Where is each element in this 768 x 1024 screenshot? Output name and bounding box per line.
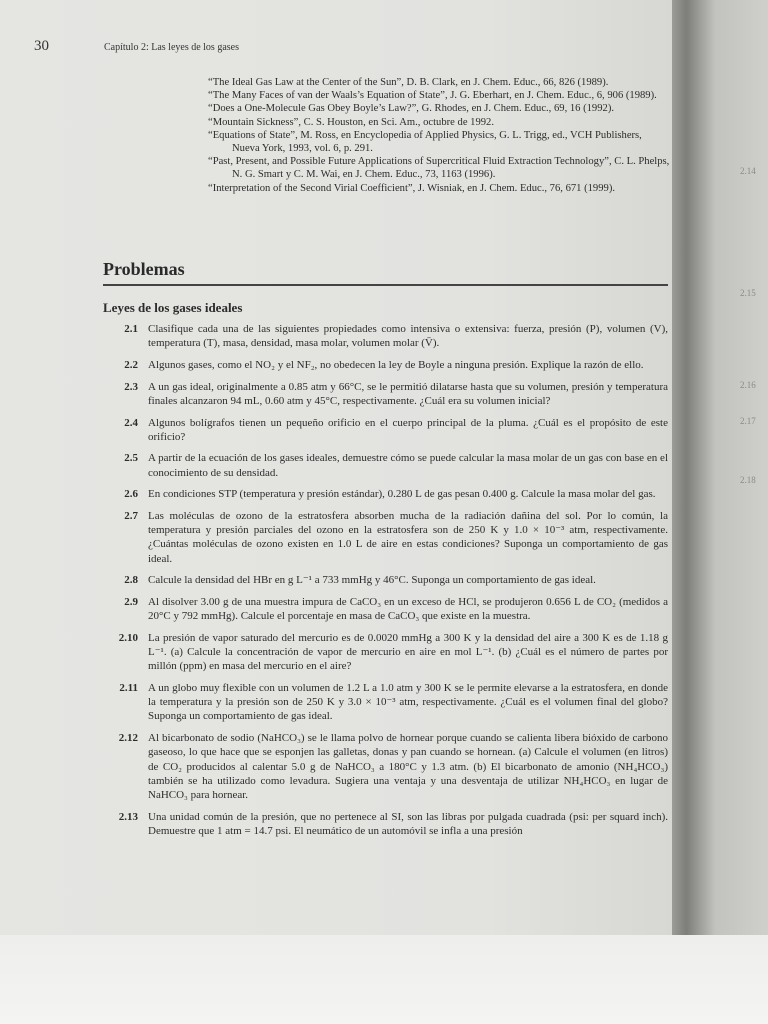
- reference-item: “The Many Faces of van der Waals’s Equation of State”, J. G. Eberhart, en J. Chem. Educ., 6, 906 (1989).: [208, 90, 657, 102]
- problem-number: 2.9: [124, 596, 138, 609]
- problem-number: 2.2: [124, 358, 138, 371]
- problem-item: [103, 595, 668, 623]
- problem-number: 2.5: [124, 452, 138, 465]
- problem-item: [103, 810, 668, 838]
- facing-page-number: 2.15: [740, 288, 756, 298]
- problem-item: [103, 358, 668, 372]
- problem-item: [103, 731, 668, 802]
- problem-text: Al disolver 3.00 g de una muestra impura de CaCO₃ en un exceso de HCl, se produjeron 0.656 L de CO₂ (medidos a 20°C y 792 mmHg). Calcule el porcentaje en masa de CaCO₃ que existe en la muestra.: [148, 596, 668, 623]
- problem-text: Algunos bolígrafos tienen un pequeño orificio en el cuerpo principal de la pluma. ¿Cuál es el propósito de este orificio?: [148, 416, 668, 443]
- problem-text: En condiciones STP (temperatura y presión estándar), 0.280 L de gas pesan 0.400 g. Calcule la masa molar del gas.: [148, 488, 656, 501]
- reference-item: “Mountain Sickness”, C. S. Houston, en Sci. Am., octubre de 1992.: [208, 116, 495, 128]
- problem-number: 2.7: [124, 510, 138, 523]
- problem-number: 2.10: [118, 631, 138, 644]
- problem-number: 2.6: [124, 488, 138, 501]
- reference-item: “Does a One-Molecule Gas Obey Boyle’s Law?”, G. Rhodes, en J. Chem. Educ., 69, 16 (1992).: [208, 103, 614, 115]
- facing-page-number: 2.17: [740, 416, 756, 426]
- facing-page-number: 2.18: [740, 475, 756, 485]
- problem-item: [103, 631, 668, 674]
- problem-number: 2.13: [118, 810, 138, 823]
- problem-item: [103, 487, 668, 501]
- subsection-title: Leyes de los gases ideales: [103, 300, 243, 315]
- problem-item: [103, 573, 668, 587]
- page-number: 30: [34, 38, 49, 54]
- section-title: Problemas: [103, 259, 185, 279]
- problem-number: 2.11: [119, 682, 138, 695]
- problem-item: [103, 451, 668, 479]
- problem-item: [103, 416, 668, 444]
- facing-page-number: 2.14: [740, 166, 756, 176]
- reference-item: “Equations of State”, M. Ross, en Encyclopedia of Applied Physics, G. L. Trigg, ed., VCH Publishers, Nueva York, 1993, vol. 6, p. 291.: [208, 129, 642, 155]
- problem-text: Las moléculas de ozono de la estratosfera absorben mucha de la radiación dañina del sol. Por lo común, la temperatura y presión parciales del ozono en la estratosfera son de 250 K y 1.0 × 10⁻³ atm, respectivamente. ¿Cuántas moléculas de ozono existen en 1.0 L de aire en estas condiciones? Suponga un comportamiento de gas ideal.: [148, 510, 668, 565]
- problem-text: Algunos gases, como el NO₂ y el NF₂, no obedecen la ley de Boyle a ninguna presión. Explique la razón de ello.: [148, 358, 644, 371]
- facing-page-gutter: [672, 0, 768, 1024]
- running-head: Capítulo 2: Las leyes de los gases: [104, 42, 239, 53]
- problem-number: 2.4: [124, 416, 138, 429]
- facing-page-number: 2.16: [740, 380, 756, 390]
- problem-item: [103, 681, 668, 724]
- reference-item: “Past, Present, and Possible Future Applications of Supercritical Fluid Extraction Technology”, C. L. Phelps, N. G. Smart y C. M. Wai, en J. Chem. Educ., 73, 1163 (1996).: [208, 156, 670, 181]
- problem-item: [103, 380, 668, 408]
- problem-item: [103, 322, 668, 350]
- problem-text: Una unidad común de la presión, que no pertenece al SI, son las libras por pulgada cuadrada (psi: per squard inch). Demuestre que 1 atm = 14.7 psi. El neumático de un automóvil se infla a una presión: [148, 810, 668, 837]
- problem-text: Al bicarbonato de sodio (NaHCO₃) se le llama polvo de hornear porque cuando se calienta libera bióxido de carbono gaseoso, lo que hace que se esponjen las galletas, donas y pan cuando se hornean. (a) Calcule el volumen (en litros) de CO₂ producidos al calentar 5.0 g de NaHCO₃ a 180°C y 1.3 atm. (b) El bicarbonato de amonio (NH₄HCO₃) también se ha utilizado como levadura. Sugiera una ventaja y una desventaja de utilizar NH₄HCO₃ en lugar de NaHCO₃ para hornear.: [148, 732, 668, 801]
- problem-text: A partir de la ecuación de los gases ideales, demuestre cómo se puede calcular la masa molar de un gas con base en el conocimiento de su densidad.: [148, 452, 668, 479]
- problem-text: A un gas ideal, originalmente a 0.85 atm y 66°C, se le permitió dilatarse hasta que su volumen, presión y temperatura finales alcanzaron 94 mL, 0.60 atm y 45°C, respectivamente. ¿Cuál era su volumen inicial?: [148, 380, 668, 407]
- problem-list: [103, 322, 668, 846]
- scanner-background: [0, 935, 768, 1024]
- problem-item: [103, 509, 668, 566]
- reference-list: [208, 76, 670, 195]
- problem-text: Calcule la densidad del HBr en g L⁻¹ a 733 mmHg y 46°C. Suponga un comportamiento de gas ideal.: [148, 574, 596, 587]
- problem-number: 2.8: [124, 574, 138, 587]
- section-rule: [103, 284, 668, 286]
- problem-text: A un globo muy flexible con un volumen de 1.2 L a 1.0 atm y 300 K se le permite elevarse a la estratosfera, en donde la temperatura y la presión son de 250 K y 3.0 × 10⁻³ atm, respectivamente. ¿Cuál es el volumen final del globo? Suponga un comportamiento de gas ideal.: [148, 682, 668, 723]
- reference-item: “Interpretation of the Second Virial Coefficient”, J. Wisniak, en J. Chem. Educ., 76, 671 (1999).: [208, 182, 615, 194]
- reference-item: “The Ideal Gas Law at the Center of the Sun”, D. B. Clark, en J. Chem. Educ., 66, 826 (1989).: [208, 77, 609, 88]
- problem-number: 2.1: [124, 323, 138, 335]
- problem-text: Clasifique cada una de las siguientes propiedades como intensiva o extensiva: fuerza, presión (P), volumen (V), temperatura (T), masa, densidad, masa molar, volumen molar (V̄).: [148, 323, 668, 350]
- problem-number: 2.3: [124, 380, 138, 393]
- problem-number: 2.12: [118, 732, 138, 745]
- problem-text: La presión de vapor saturado del mercurio es de 0.0020 mmHg a 300 K y la densidad del aire a 300 K es de 1.18 g L⁻¹. (a) Calcule la concentración de vapor de mercurio en aire en mol L⁻¹. (b) ¿Cuál es el número de partes por millón (ppm) en masa del mercurio en el aire?: [148, 631, 668, 673]
